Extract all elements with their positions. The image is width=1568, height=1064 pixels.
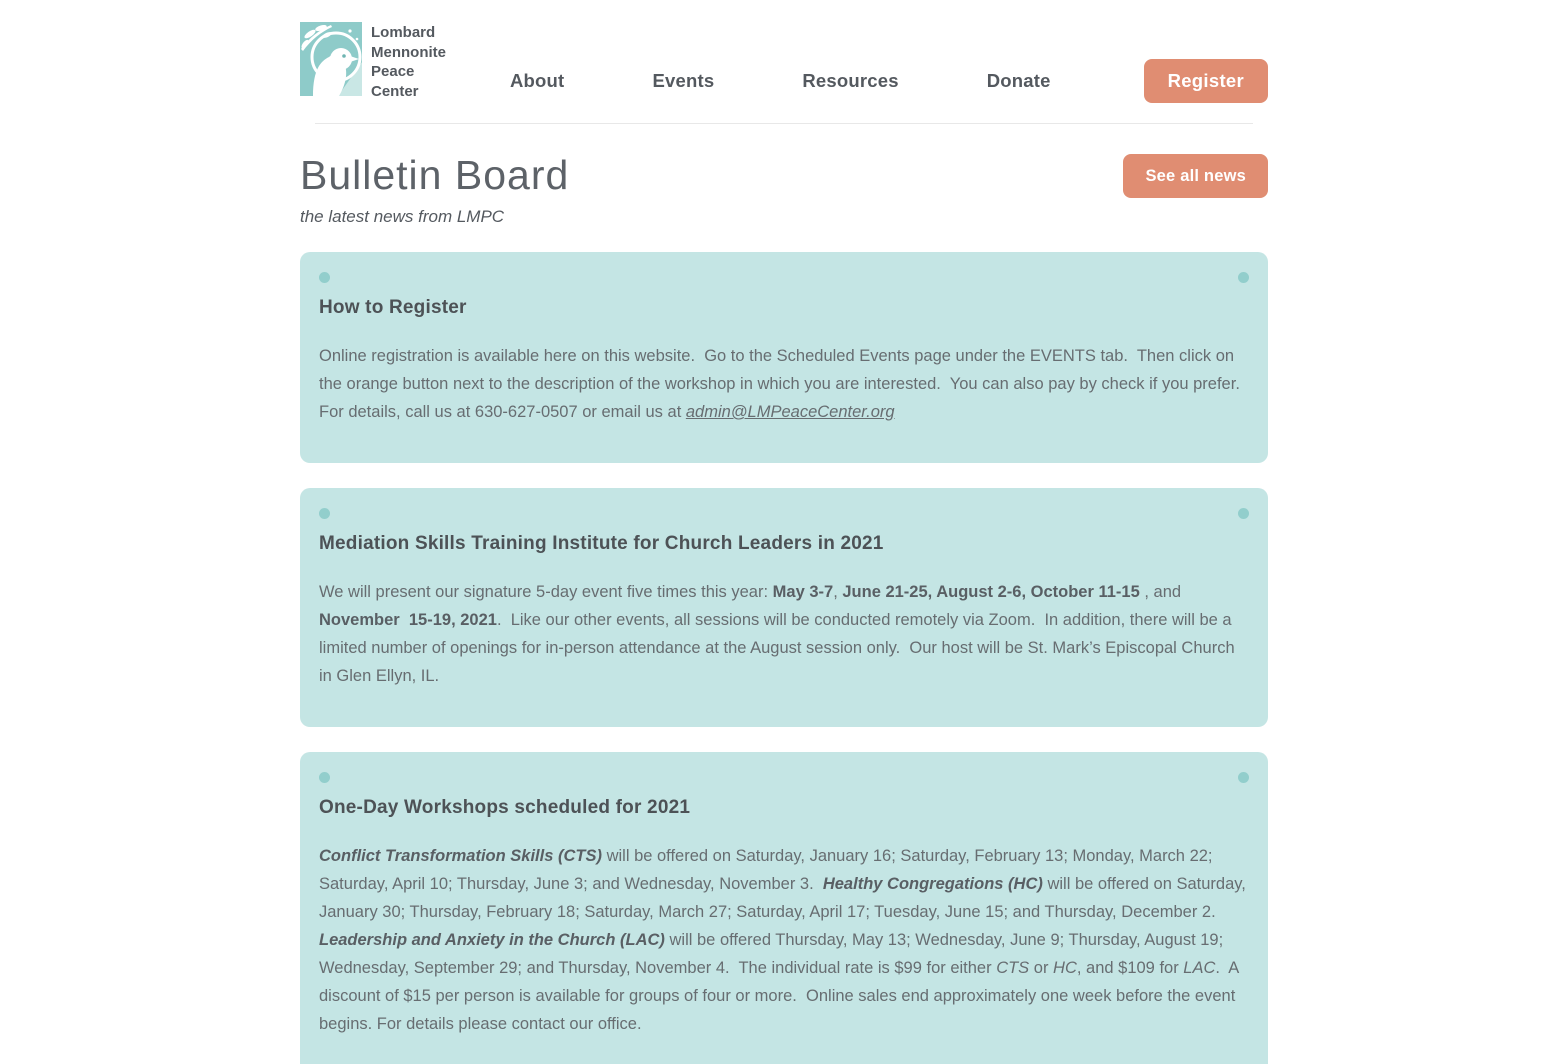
corner-dot-icon: [319, 272, 330, 283]
text-segment: Online registration is available here on this website. Go to the Scheduled Events page under the EVENTS tab. Then click on the orange button next to the description of the workshop in which you are interested. You can also pay by check if you prefer. For details, call us at 630-627-0507 or email us at: [319, 347, 1250, 421]
text-segment: November 15-19, 2021: [319, 611, 497, 629]
dove-logo-icon: [300, 22, 362, 101]
text-segment: CTS: [996, 959, 1030, 977]
text-segment: LAC: [1183, 959, 1216, 977]
card-title: How to Register: [319, 297, 467, 318]
title-row: [300, 152, 1268, 227]
text-segment: We will present our signature 5-day event five times this year:: [319, 583, 773, 601]
header-divider: [315, 123, 1253, 124]
text-segment: May 3-7: [772, 583, 834, 601]
card-title: One-Day Workshops scheduled for 2021: [319, 797, 691, 818]
text-segment: Healthy Congregations (HC): [822, 875, 1043, 893]
main-nav: [510, 61, 1051, 101]
nav-item-donate[interactable]: Donate: [986, 70, 1051, 91]
nav-item-resources[interactable]: Resources: [802, 70, 899, 91]
text-segment: , and $109 for: [1076, 959, 1184, 977]
card-body: [319, 842, 1251, 1038]
text-segment: , and: [1139, 583, 1186, 601]
brand-name: Lombard Mennonite Peace Center: [371, 24, 446, 100]
text-segment: will be offered Thursday, May 13; Wednesday, June 9; Thursday, August 19; Wednesday, September 29; and Thursday, November 4. The individual rate is $99 for either: [319, 931, 1228, 977]
card-body: [319, 578, 1246, 690]
page-title: Bulletin Board: [300, 152, 570, 198]
text-segment: Leadership and Anxiety in the Church (LAC): [319, 931, 665, 949]
page-subtitle: the latest news from LMPC: [300, 207, 505, 226]
corner-dot-icon: [1238, 272, 1249, 283]
text-segment: will be offered on Saturday, January 30; Thursday, February 18; Saturday, March 27; Saturday, April 17; Tuesday, June 15; and Thursday, December 2.: [319, 875, 1251, 921]
page-container: [300, 0, 1268, 1064]
text-segment: . A discount of $15 per person is available for groups of four or more. Online sales end approximately one week before the event begins. For details please contact our office.: [319, 959, 1243, 1033]
nav-item-events[interactable]: Events: [652, 70, 715, 91]
text-segment: June 21-25, August 2-6, October 11-15: [842, 583, 1140, 601]
news-card-one-day-workshops: [300, 752, 1268, 1064]
text-segment: ,: [833, 583, 843, 601]
news-card-mediation-skills-training: [300, 488, 1268, 727]
register-button[interactable]: Register: [1144, 59, 1268, 103]
card-title: Mediation Skills Training Institute for Church Leaders in 2021: [319, 533, 884, 554]
email-link[interactable]: admin@LMPeaceCenter.org: [685, 403, 895, 421]
text-segment: will be offered on Saturday, January 16; Saturday, February 13; Monday, March 22; Saturday, April 10; Thursday, June 3; and Wednesday, November 3.: [319, 847, 1218, 893]
corner-dot-icon: [1238, 508, 1249, 519]
news-card-how-to-register: [300, 252, 1268, 463]
brand-logo-block[interactable]: [300, 22, 446, 101]
card-body: [319, 342, 1250, 426]
corner-dot-icon: [1238, 772, 1249, 783]
text-segment: Conflict Transformation Skills (CTS): [319, 847, 602, 865]
nav-item-about[interactable]: About: [510, 70, 565, 91]
corner-dot-icon: [319, 772, 330, 783]
corner-dot-icon: [319, 508, 330, 519]
text-segment: HC: [1053, 959, 1077, 977]
text-segment: or: [1029, 959, 1054, 977]
site-header: [300, 0, 1268, 124]
text-segment: . Like our other events, all sessions will be conducted remotely via Zoom. In addition, there will be a limited number of openings for in-person attendance at the August session only. Our host will be St. Mark’s Episcopal Church in Glen Ellyn, IL.: [319, 611, 1240, 685]
see-all-news-button[interactable]: See all news: [1123, 154, 1268, 198]
